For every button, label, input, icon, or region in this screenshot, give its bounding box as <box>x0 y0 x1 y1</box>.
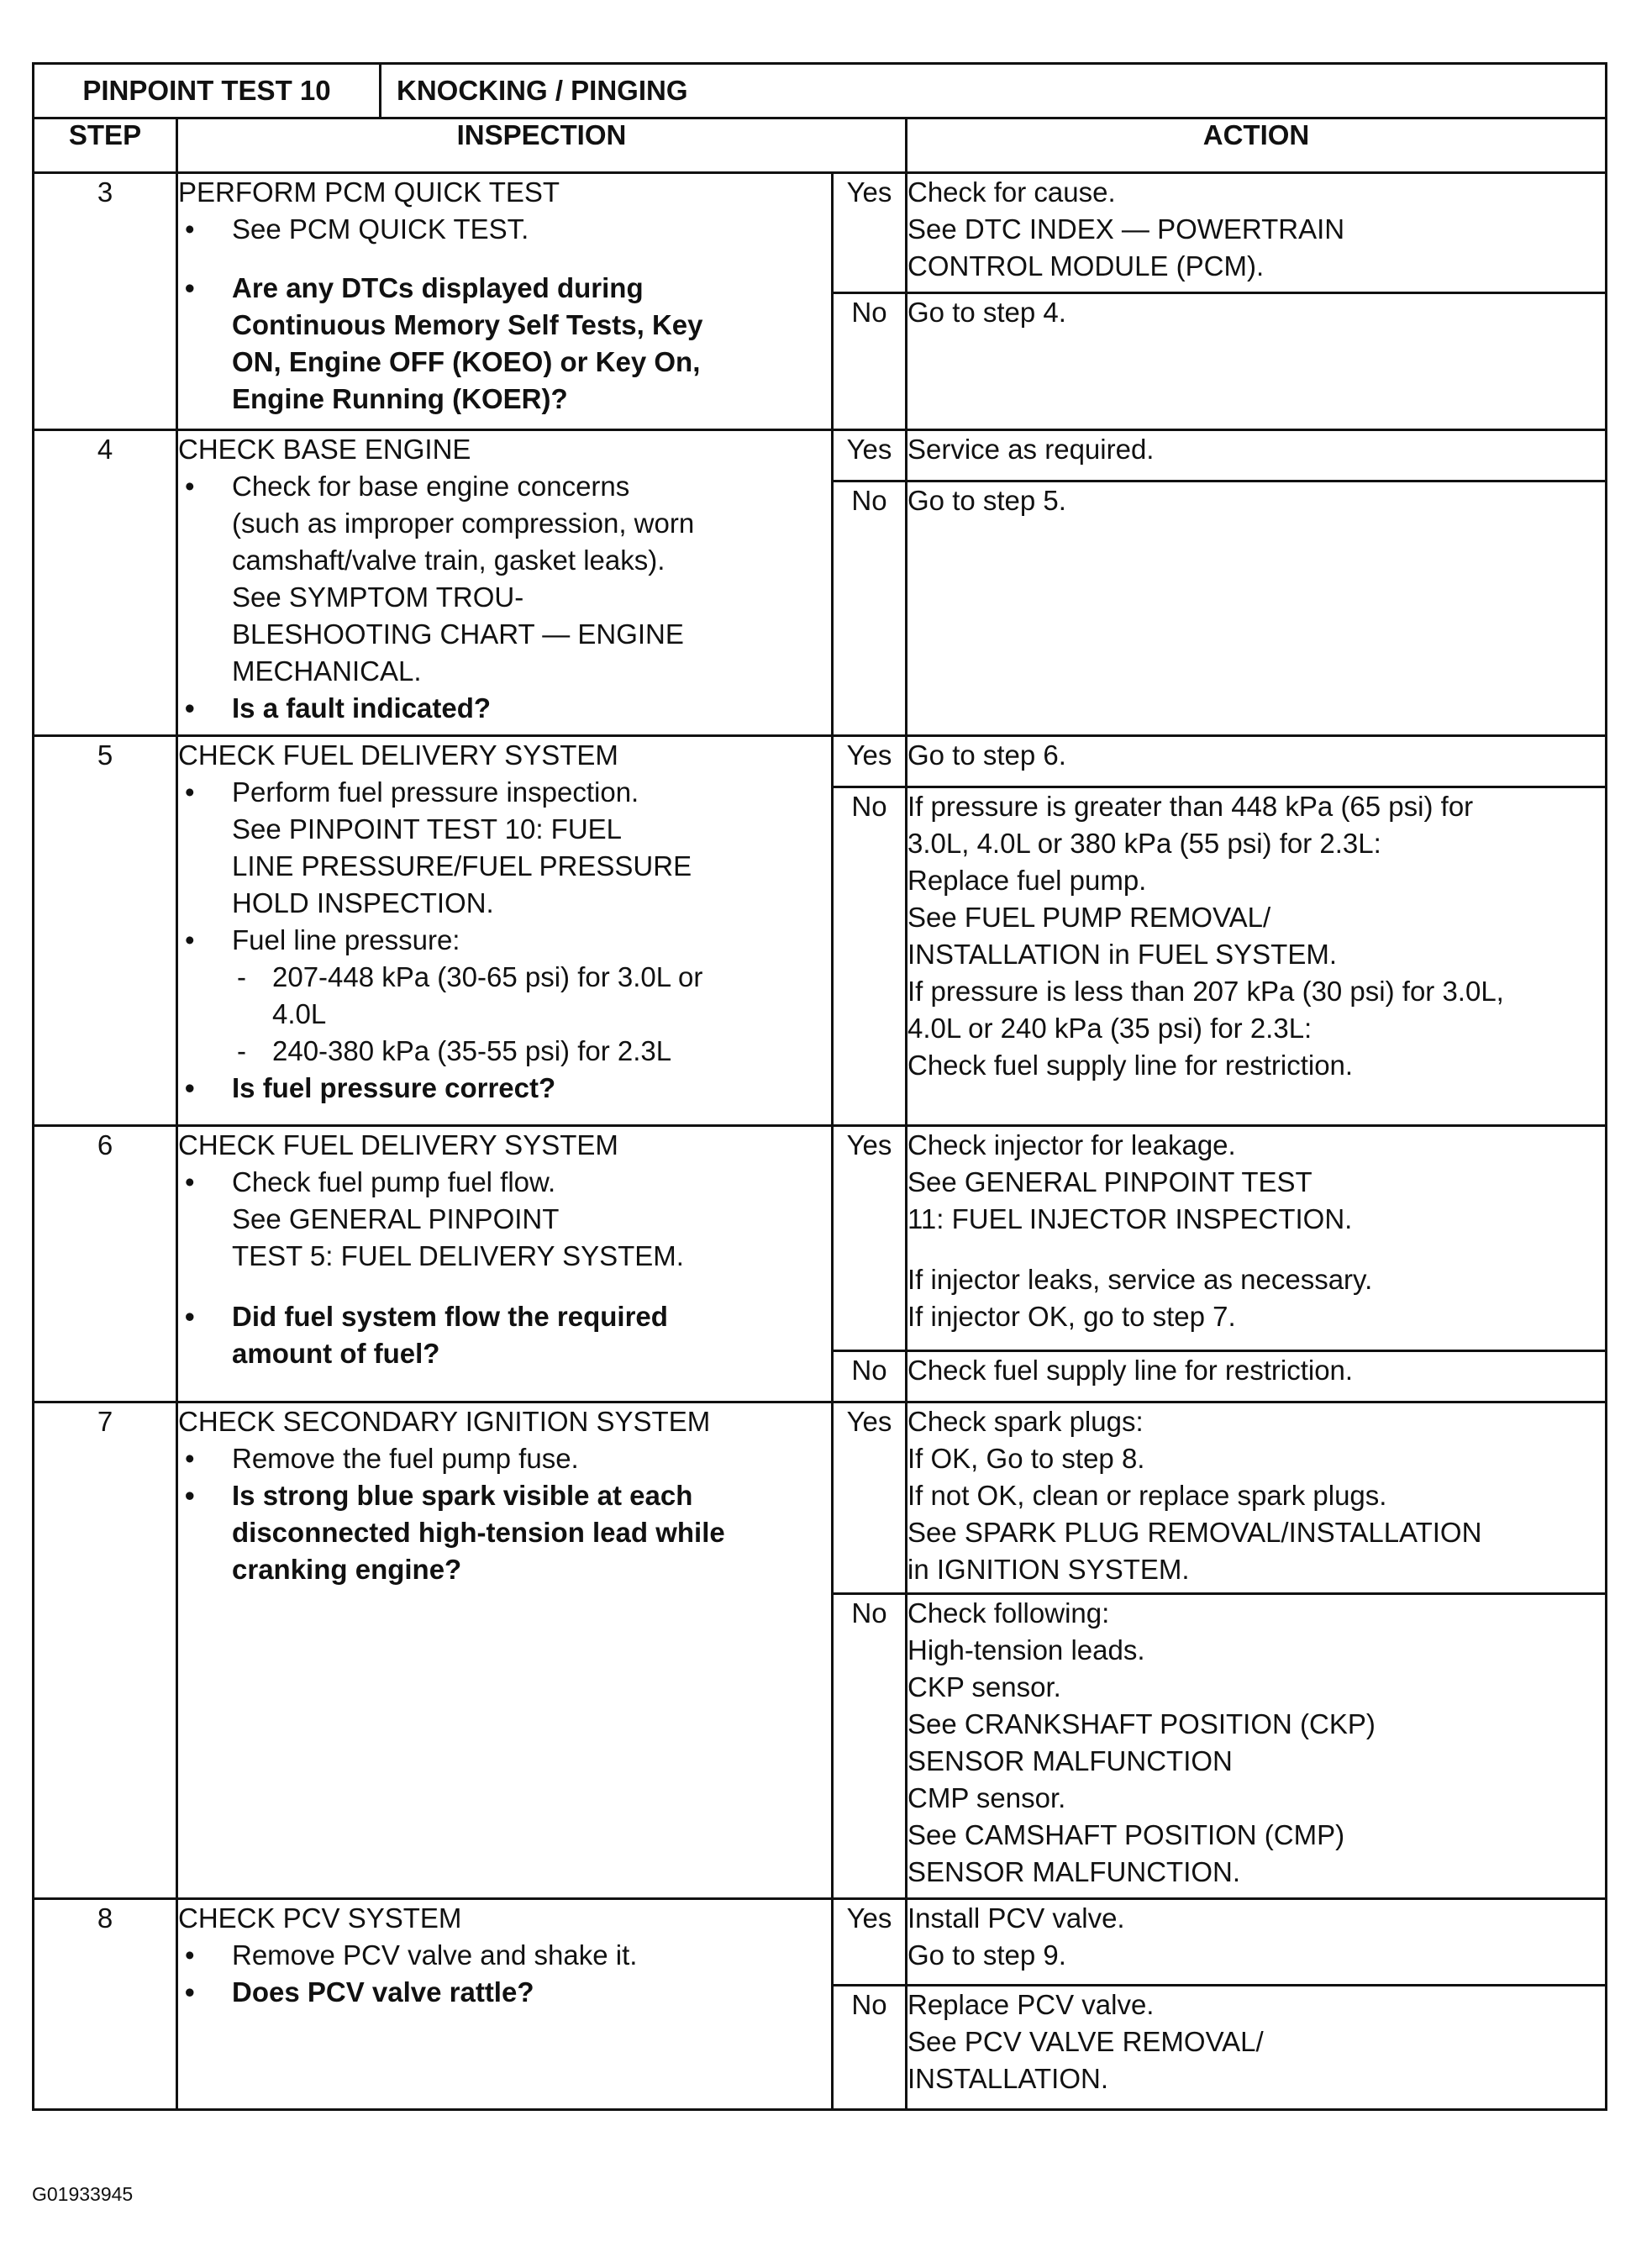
action-line: If pressure is greater than 448 kPa (65 psi) for <box>907 791 1474 822</box>
inspection-subitem <box>178 1033 831 1070</box>
yes-action <box>907 1126 1607 1351</box>
action-line: See SPARK PLUG REMOVAL/INSTALLATION <box>907 1517 1482 1548</box>
inspection-question <box>178 690 831 727</box>
question-line: Engine Running (KOER)? <box>232 383 568 414</box>
action-line: If pressure is less than 207 kPa (30 psi) for 3.0L, <box>907 976 1504 1007</box>
action-line: CMP sensor. <box>907 1782 1066 1813</box>
step-number: 4 <box>34 430 177 736</box>
action-line: Go to step 5. <box>907 485 1066 516</box>
no-label: No <box>833 1594 907 1899</box>
bullet-line: • Check fuel pump fuel flow. <box>232 1166 556 1197</box>
no-action <box>907 1594 1607 1899</box>
action-line: High-tension leads. <box>907 1634 1145 1665</box>
no-action <box>907 1351 1607 1402</box>
yes-label: Yes <box>833 1899 907 1986</box>
action-line: If not OK, clean or replace spark plugs. <box>907 1480 1387 1511</box>
action-line: Check injector for leakage. <box>907 1129 1236 1160</box>
question-line: • Is strong blue spark visible at each <box>232 1480 693 1511</box>
action-line: If injector leaks, service as necessary. <box>907 1264 1373 1295</box>
bullet-line: BLESHOOTING CHART — ENGINE <box>232 618 684 650</box>
step-row-3-yes <box>34 173 1607 293</box>
bullet-line: LINE PRESSURE/FUEL PRESSURE <box>232 850 692 881</box>
question-line: ON, Engine OFF (KOEO) or Key On, <box>232 346 701 377</box>
inspection-bullet <box>178 1937 831 1974</box>
yes-label: Yes <box>833 736 907 787</box>
bullet-line: Fuel line pressure: <box>232 924 460 955</box>
step-row-6-yes <box>34 1126 1607 1351</box>
inspection-bullet <box>178 1440 831 1477</box>
action-line: Check for cause. <box>907 176 1116 208</box>
action-line: Go to step 6. <box>907 739 1066 771</box>
inspection-question <box>178 1974 831 2011</box>
action-line: Check spark plugs: <box>907 1406 1144 1437</box>
bullet-line: • Check for base engine concerns <box>232 471 630 502</box>
action-line: CONTROL MODULE (PCM). <box>907 250 1265 282</box>
bullet-line: See PINPOINT TEST 10: FUEL <box>232 813 623 845</box>
action-line: Service as required. <box>907 434 1155 465</box>
bullet-line: MECHANICAL. <box>232 655 422 687</box>
question-line: Is a fault indicated? <box>232 692 492 724</box>
yes-action <box>907 736 1607 787</box>
test-name: KNOCKING / PINGING <box>397 75 688 106</box>
step-row-5-yes <box>34 736 1607 787</box>
step-inspection <box>177 1899 833 2110</box>
action-line: If injector OK, go to step 7. <box>907 1301 1236 1332</box>
action-line: See DTC INDEX — POWERTRAIN <box>907 213 1345 245</box>
action-line: See GENERAL PINPOINT TEST <box>907 1166 1312 1197</box>
action-line: Check fuel supply line for restriction. <box>907 1355 1354 1386</box>
yes-label: Yes <box>833 1126 907 1351</box>
no-label: No <box>833 1351 907 1402</box>
step-number: 7 <box>34 1402 177 1899</box>
action-line: Go to step 9. <box>907 1939 1066 1971</box>
inspection-question <box>178 270 831 418</box>
yes-label: Yes <box>833 1402 907 1594</box>
yes-action <box>907 1402 1607 1594</box>
yes-action <box>907 173 1607 293</box>
bullet-line: • Perform fuel pressure inspection. <box>232 776 639 808</box>
question-line: disconnected high-tension lead while <box>232 1517 725 1548</box>
inspection-title: PERFORM PCM QUICK TEST <box>178 176 560 208</box>
inspection-title: CHECK PCV SYSTEM <box>178 1902 462 1934</box>
no-action <box>907 481 1607 736</box>
inspection-title: CHECK FUEL DELIVERY SYSTEM <box>178 1129 618 1160</box>
subitem-line: 240-380 kPa (35-55 psi) for 2.3L <box>272 1035 672 1066</box>
action-line: Install PCV valve. <box>907 1902 1125 1934</box>
bullet-line: Remove the fuel pump fuse. <box>232 1443 579 1474</box>
no-label: No <box>833 293 907 430</box>
question-line: • Did fuel system flow the required <box>232 1301 668 1332</box>
question-line: • Are any DTCs displayed during <box>232 272 644 303</box>
bullet-line: HOLD INSPECTION. <box>232 887 494 918</box>
question-line: Continuous Memory Self Tests, Key <box>232 309 703 340</box>
step-number: 6 <box>34 1126 177 1402</box>
column-header-step: STEP <box>34 118 177 173</box>
inspection-question <box>178 1477 831 1588</box>
bullet-line: (such as improper compression, worn <box>232 508 695 539</box>
action-line: 11: FUEL INJECTOR INSPECTION. <box>907 1203 1353 1234</box>
action-line: Replace fuel pump. <box>907 865 1147 896</box>
bullet-line: Remove PCV valve and shake it. <box>232 1939 638 1971</box>
action-line: Check following: <box>907 1597 1110 1629</box>
title-row <box>34 64 1607 118</box>
no-action <box>907 787 1607 1126</box>
no-label: No <box>833 787 907 1126</box>
bullet-line: camshaft/valve train, gasket leaks). <box>232 545 665 576</box>
action-line: 3.0L, 4.0L or 380 kPa (55 psi) for 2.3L: <box>907 828 1381 859</box>
figure-reference: G01933945 <box>32 2183 134 2205</box>
question-line: Is fuel pressure correct? <box>232 1072 556 1103</box>
inspection-title: CHECK SECONDARY IGNITION SYSTEM <box>178 1406 711 1437</box>
action-line: SENSOR MALFUNCTION <box>907 1745 1233 1776</box>
inspection-subitem <box>178 959 831 1033</box>
step-row-8-yes <box>34 1899 1607 1986</box>
action-line: See CAMSHAFT POSITION (CMP) <box>907 1819 1345 1850</box>
pinpoint-test-table <box>32 62 1607 2111</box>
step-inspection <box>177 1402 833 1899</box>
action-line: See PCV VALVE REMOVAL/ <box>907 2026 1264 2057</box>
step-inspection <box>177 173 833 430</box>
inspection-bullet <box>178 922 831 959</box>
no-action <box>907 1986 1607 2110</box>
bullet-text: See PCM QUICK TEST. <box>232 213 529 245</box>
action-line: See FUEL PUMP REMOVAL/ <box>907 902 1271 933</box>
action-line: If OK, Go to step 8. <box>907 1443 1145 1474</box>
action-line: in IGNITION SYSTEM. <box>907 1554 1190 1585</box>
no-label: No <box>833 1986 907 2110</box>
step-inspection <box>177 430 833 736</box>
action-line: Check fuel supply line for restriction. <box>907 1050 1354 1081</box>
step-inspection <box>177 736 833 1126</box>
inspection-bullet <box>178 211 831 248</box>
step-number: 3 <box>34 173 177 430</box>
action-line: SENSOR MALFUNCTION. <box>907 1856 1241 1887</box>
question-line: amount of fuel? <box>232 1338 440 1369</box>
action-line: INSTALLATION in FUEL SYSTEM. <box>907 939 1338 970</box>
test-id: PINPOINT TEST 10 <box>34 65 381 117</box>
bullet-line: TEST 5: FUEL DELIVERY SYSTEM. <box>232 1240 684 1271</box>
yes-label: Yes <box>833 173 907 293</box>
inspection-title: CHECK FUEL DELIVERY SYSTEM <box>178 739 618 771</box>
inspection-question <box>178 1298 831 1372</box>
action-line: INSTALLATION. <box>907 2063 1108 2094</box>
question-line: cranking engine? <box>232 1554 462 1585</box>
action-line: Go to step 4. <box>907 297 1066 328</box>
step-number: 5 <box>34 736 177 1126</box>
step-number: 8 <box>34 1899 177 2110</box>
no-action <box>907 293 1607 430</box>
step-row-4-yes <box>34 430 1607 481</box>
action-line: CKP sensor. <box>907 1671 1061 1702</box>
subitem-line: 4.0L <box>272 998 327 1029</box>
bullet-line: See SYMPTOM TROU- <box>232 581 524 613</box>
question-line: Does PCV valve rattle? <box>232 1976 534 2008</box>
inspection-question <box>178 1070 831 1107</box>
bullet-line: See GENERAL PINPOINT <box>232 1203 560 1234</box>
inspection-bullet <box>178 774 831 922</box>
step-inspection <box>177 1126 833 1402</box>
column-header-row <box>34 118 1607 173</box>
yes-action <box>907 1899 1607 1986</box>
yes-label: Yes <box>833 430 907 481</box>
step-row-7-yes <box>34 1402 1607 1594</box>
column-header-action: ACTION <box>907 118 1607 173</box>
inspection-bullet <box>178 468 831 690</box>
subitem-line: - 207-448 kPa (30-65 psi) for 3.0L or <box>272 961 703 992</box>
pinpoint-test-document <box>32 62 1605 2111</box>
action-line: 4.0L or 240 kPa (35 psi) for 2.3L: <box>907 1013 1312 1044</box>
no-label: No <box>833 481 907 736</box>
yes-action <box>907 430 1607 481</box>
inspection-title: CHECK BASE ENGINE <box>178 434 471 465</box>
inspection-bullet <box>178 1164 831 1275</box>
action-line: Replace PCV valve. <box>907 1989 1155 2020</box>
action-line: See CRANKSHAFT POSITION (CKP) <box>907 1708 1376 1739</box>
column-header-inspection: INSPECTION <box>177 118 907 173</box>
